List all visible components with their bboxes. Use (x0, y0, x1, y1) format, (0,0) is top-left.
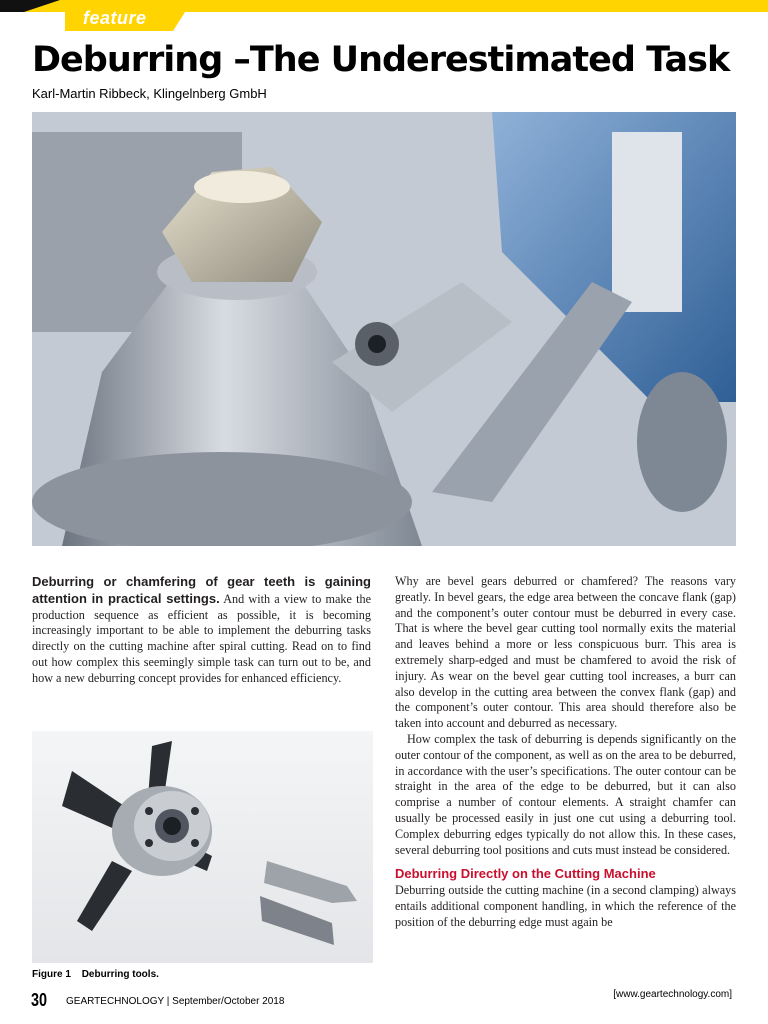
lead-bold-text: Deburring or chamfering of gear teeth is gaining attention in practical settings. (32, 574, 371, 606)
figure-caption-text: Deburring tools. (81, 969, 159, 980)
body-paragraph-1: Why are bevel gears deburred or chamfered? The reasons vary greatly. In bevel gears, the edge area between the concave flank (gap) and the component’s outer contour must be deburred in every case. That is where the bevel gear cutting tool normally exits the material and leaves behind a more or less conspicuous burr. This area is extremely sharp-edged and must be chamfered to avoid the risk of injury. As wear on the bevel gear cutting tool increases, a burr can also develop in the cutting area between the convex flank (gap) and the component’s outer contour. This area should therefore also be taken into account and deburred as necessary. (395, 574, 736, 731)
body-column (395, 574, 736, 931)
hero-machine-illustration (32, 112, 736, 546)
body-paragraph-2: How complex the task of deburring is depends significantly on the outer contour of the component, as well as on the area to be deburred, in accordance with the user’s specifications. The outer contour can be straight in the area of the edge to be deburred, but it can also comprise a number of contour elements. A straight chamfer can usually be processed easily in just one cut using a deburring tool. Complex deburring edges typically do not allow this. In these cases, several deburring tool positions and cuts must instead be considered. (395, 731, 736, 857)
section-subhead: Deburring Directly on the Cutting Machine (395, 866, 656, 882)
hero-photo (32, 112, 736, 546)
figure-1-caption (32, 969, 159, 980)
body-paragraph-3: Deburring outside the cutting machine (in a second clamping) always entails additional component handling, in which the reference of the position of the deburring edge must again be (395, 883, 736, 929)
article-byline: Karl-Martin Ribbeck, Klingelnberg GmbH (32, 86, 267, 101)
footer-publication: GEARTECHNOLOGY | September/October 2018 (66, 996, 285, 1007)
lead-text: And with a view to make the production sequence as efficient as possible, it is becoming increasingly important to be able to implement the deburring tasks directly on the cutting machine after spiral cutting. Read on to find out how complex this seemingly simple task can turn out to be, and how a new deburring concept provides for enhanced efficiency. (32, 591, 371, 685)
intro-column (32, 574, 371, 687)
deburring-tools-illustration (32, 731, 373, 963)
page-number: 30 (31, 990, 48, 1010)
footer-url: [www.geartechnology.com] (613, 989, 732, 1000)
article-title: Deburring –The Underestimated Task (32, 40, 730, 80)
figure-1-photo (32, 731, 373, 963)
figure-number: Figure 1 (32, 969, 71, 980)
section-label: feature (83, 8, 147, 28)
